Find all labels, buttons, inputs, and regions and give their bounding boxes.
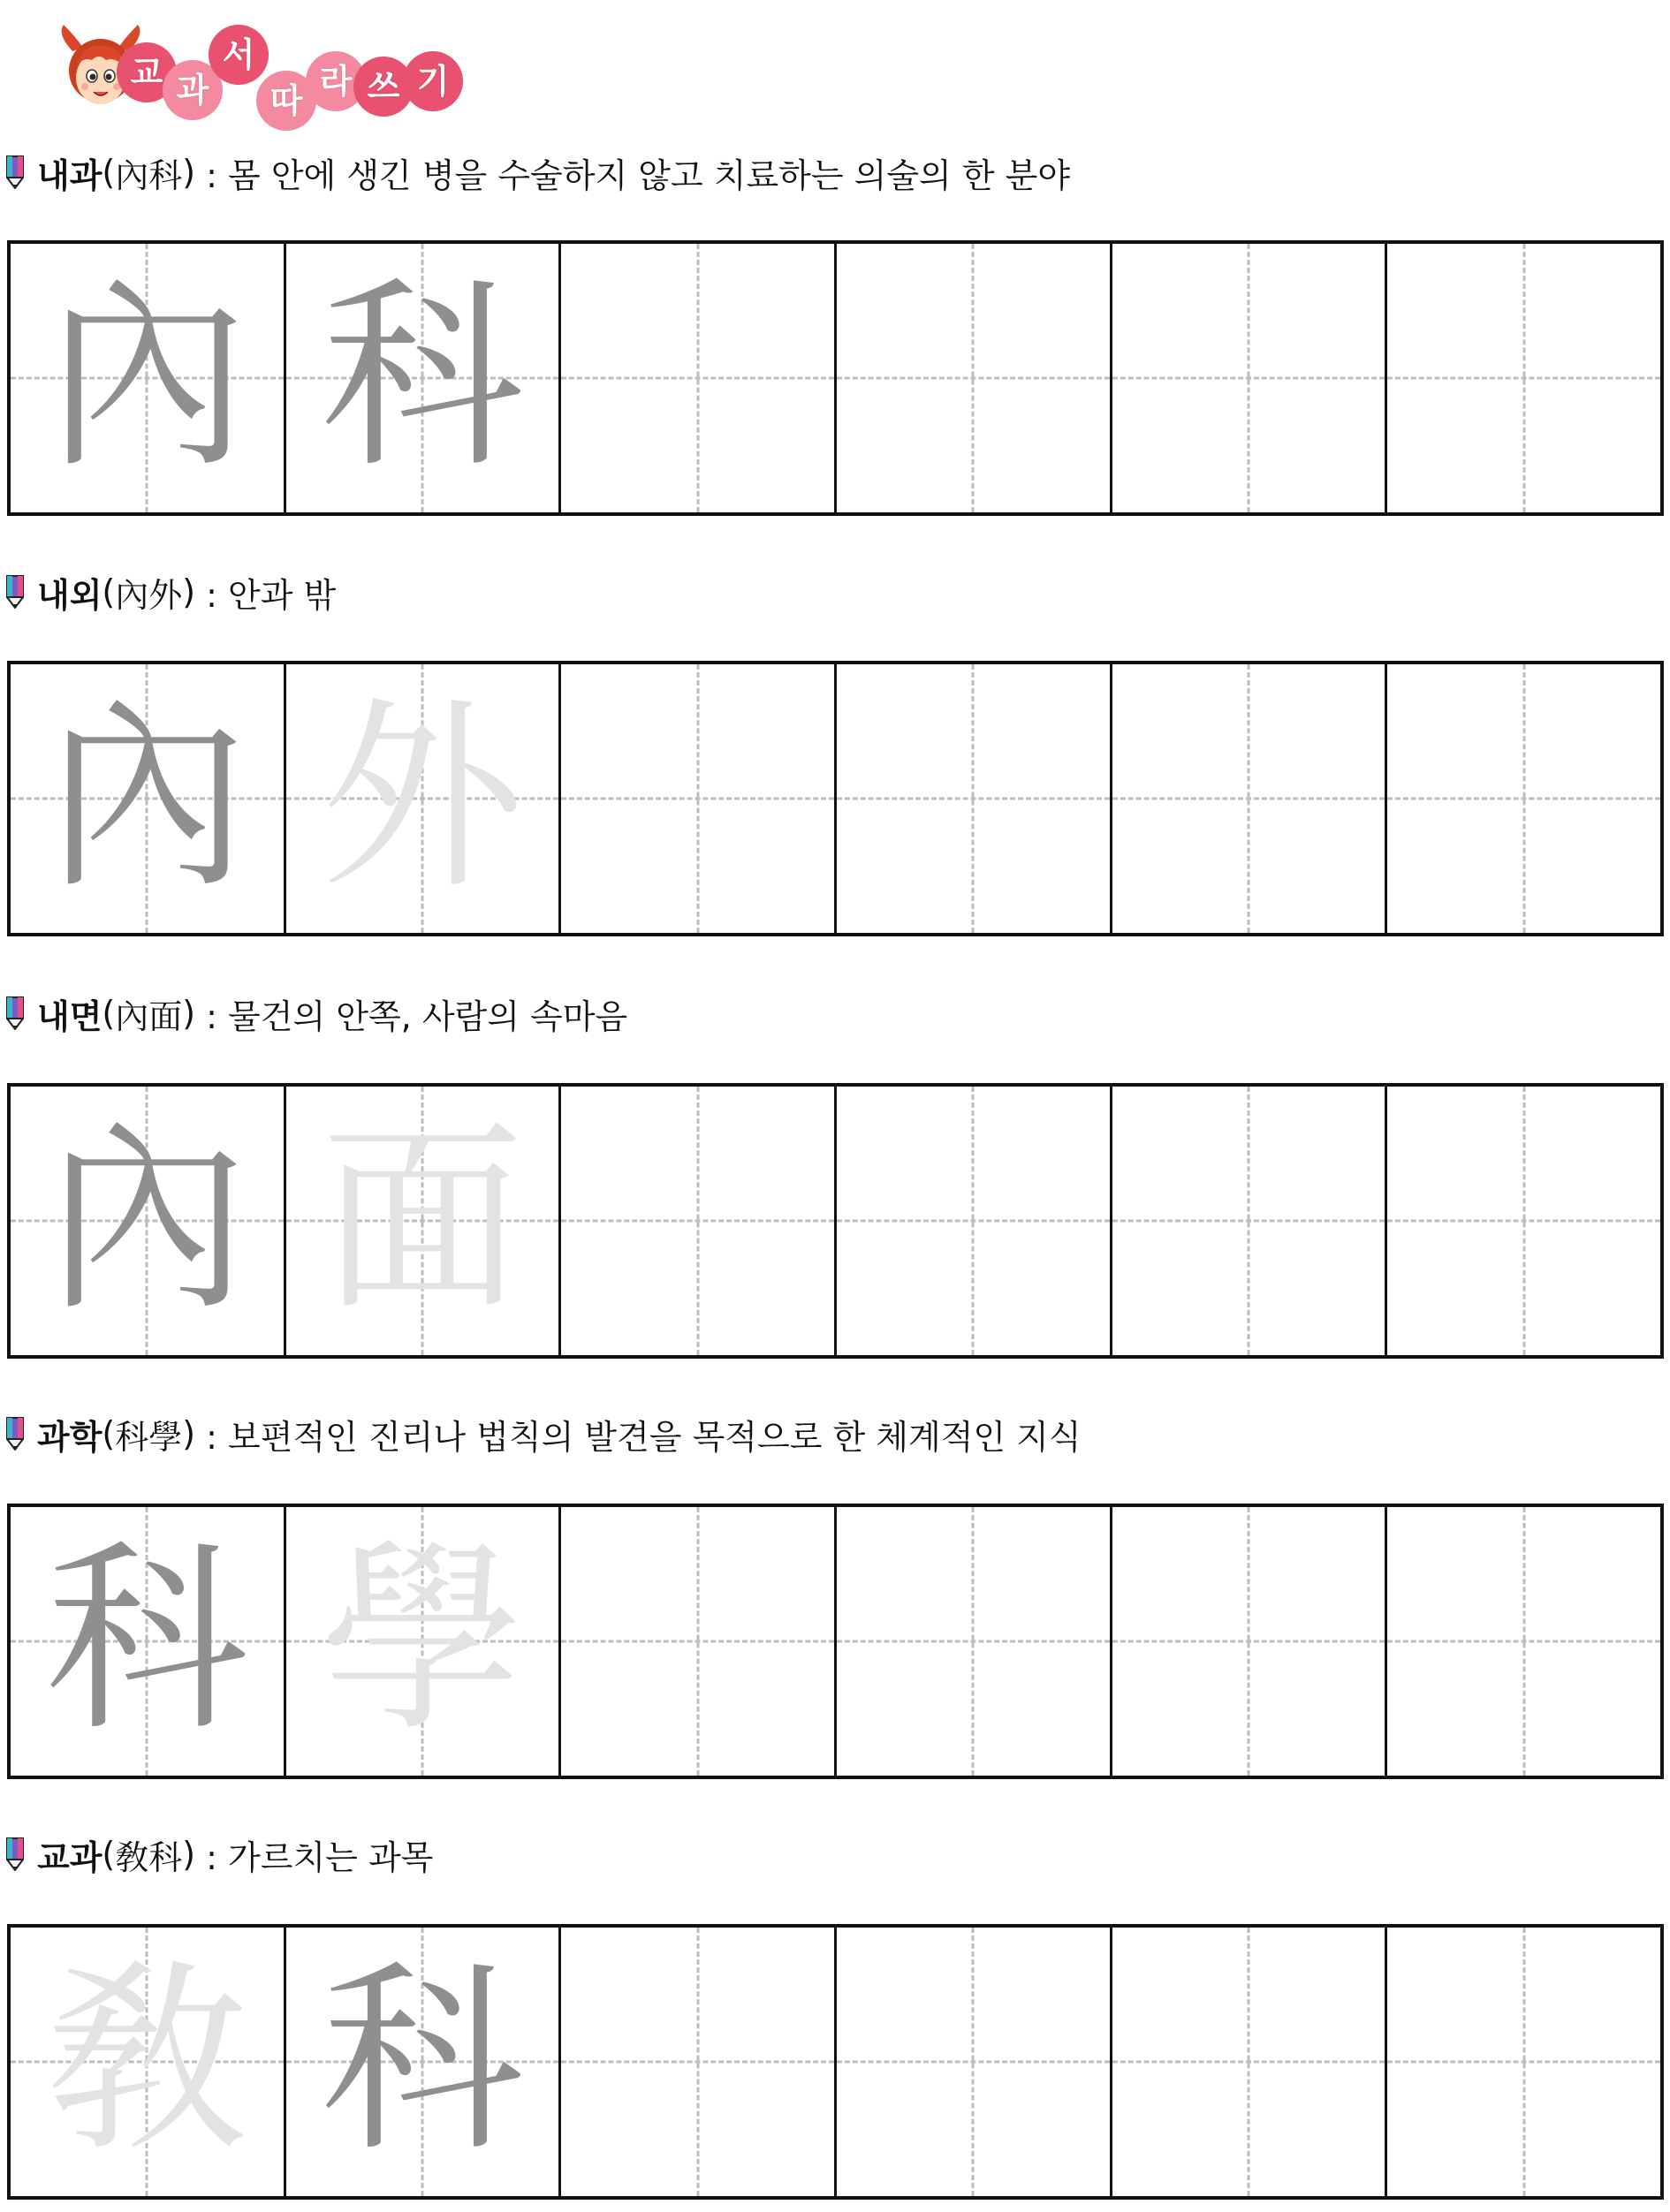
model-cell xyxy=(11,244,286,512)
section-title xyxy=(5,570,336,614)
close-paren: ) xyxy=(182,1414,196,1453)
vocab-definition: : 몸 안에 생긴 병을 수술하지 않고 치료하는 의술의 한 분야 xyxy=(195,155,1071,195)
horizontal-guide-line xyxy=(561,1640,834,1643)
model-cell xyxy=(11,1087,286,1355)
practice-cell[interactable] xyxy=(561,664,837,933)
horizontal-guide-line xyxy=(561,2061,834,2064)
section-title xyxy=(5,1412,1082,1456)
model-cell xyxy=(286,1928,562,2196)
horizontal-guide-line xyxy=(837,2061,1110,2064)
model-cell xyxy=(11,1507,286,1776)
practice-cell[interactable] xyxy=(837,1087,1112,1355)
vocab-hanja: 科學 xyxy=(115,1417,183,1457)
horizontal-guide-line xyxy=(1387,2061,1660,2064)
vocab-hanja: 內外 xyxy=(115,575,183,615)
logo-letter-5: 라 xyxy=(306,51,366,111)
vocab-definition: : 가르치는 과목 xyxy=(195,1837,434,1877)
horizontal-guide-line xyxy=(561,377,834,380)
logo-textbook-copywriting xyxy=(25,5,484,120)
model-cell xyxy=(286,1507,562,1776)
practice-cell[interactable] xyxy=(837,244,1112,512)
pencil-icon xyxy=(5,575,25,609)
close-paren: ) xyxy=(182,1835,196,1874)
open-paren: ( xyxy=(102,994,116,1033)
vocab-hanja: 內科 xyxy=(115,155,183,195)
pencil-icon xyxy=(5,1837,25,1871)
pencil-icon xyxy=(5,996,25,1030)
trace-character: 科 xyxy=(45,1523,249,1759)
practice-grid xyxy=(7,1924,1664,2200)
trace-character: 內 xyxy=(45,1102,249,1338)
horizontal-guide-line xyxy=(561,1220,834,1223)
horizontal-guide-line xyxy=(1387,798,1660,800)
trace-character: 內 xyxy=(45,680,249,916)
horizontal-guide-line xyxy=(1387,1220,1660,1223)
horizontal-guide-line xyxy=(1387,1640,1660,1643)
section-title xyxy=(5,991,627,1035)
logo-letter-4: 따 xyxy=(256,71,316,131)
logo-letter-3: 서 xyxy=(209,25,269,85)
section-title xyxy=(5,150,1070,194)
vocab-definition: : 안과 밖 xyxy=(195,575,337,615)
open-paren: ( xyxy=(102,1414,116,1453)
practice-cell[interactable] xyxy=(561,244,837,512)
horizontal-guide-line xyxy=(1112,1220,1385,1223)
practice-cell[interactable] xyxy=(1387,244,1660,512)
pencil-icon xyxy=(5,1417,25,1451)
practice-cell[interactable] xyxy=(1112,244,1388,512)
vocab-word: 내외 xyxy=(37,575,102,615)
vocab-definition: : 보편적인 진리나 법칙의 발견을 목적으로 한 체계적인 지식 xyxy=(195,1417,1082,1457)
trace-character: 面 xyxy=(321,1102,525,1338)
trace-character: 科 xyxy=(321,260,525,496)
logo-letter-6: 쓰 xyxy=(353,57,414,117)
trace-character: 外 xyxy=(321,680,525,916)
horizontal-guide-line xyxy=(837,377,1110,380)
practice-cell[interactable] xyxy=(1387,1087,1660,1355)
vocab-hanja: 內面 xyxy=(115,996,183,1036)
model-cell xyxy=(286,1087,562,1355)
practice-cell[interactable] xyxy=(561,1087,837,1355)
practice-cell[interactable] xyxy=(1112,664,1388,933)
logo-letter-7: 기 xyxy=(403,51,463,111)
practice-cell[interactable] xyxy=(837,1928,1112,2196)
trace-character: 科 xyxy=(321,1943,525,2179)
horizontal-guide-line xyxy=(837,1220,1110,1223)
horizontal-guide-line xyxy=(561,798,834,800)
section-title xyxy=(5,1832,433,1876)
practice-cell[interactable] xyxy=(837,664,1112,933)
practice-cell[interactable] xyxy=(1387,664,1660,933)
practice-cell[interactable] xyxy=(1112,1507,1388,1776)
model-cell xyxy=(11,664,286,933)
trace-character: 學 xyxy=(321,1523,525,1759)
pencil-icon xyxy=(5,155,25,189)
horizontal-guide-line xyxy=(1112,2061,1385,2064)
horizontal-guide-line xyxy=(1112,798,1385,800)
horizontal-guide-line xyxy=(1112,1640,1385,1643)
practice-cell[interactable] xyxy=(1387,1928,1660,2196)
vocab-hanja: 敎科 xyxy=(115,1837,183,1877)
practice-cell[interactable] xyxy=(837,1507,1112,1776)
trace-character: 內 xyxy=(45,260,249,496)
vocab-word: 교과 xyxy=(37,1837,102,1877)
logo-letter-1: 교 xyxy=(117,42,177,102)
open-paren: ( xyxy=(102,153,116,192)
horizontal-guide-line xyxy=(837,1640,1110,1643)
trace-character: 敎 xyxy=(45,1943,249,2179)
practice-cell[interactable] xyxy=(561,1507,837,1776)
open-paren: ( xyxy=(102,572,116,611)
horizontal-guide-line xyxy=(1387,377,1660,380)
logo-letter-2: 과 xyxy=(163,60,223,120)
open-paren: ( xyxy=(102,1835,116,1874)
vocab-definition: : 물건의 안쪽, 사람의 속마음 xyxy=(195,996,628,1036)
model-cell xyxy=(286,664,562,933)
close-paren: ) xyxy=(182,572,196,611)
practice-grid xyxy=(7,661,1664,936)
practice-grid xyxy=(7,240,1664,516)
model-cell xyxy=(11,1928,286,2196)
practice-grid xyxy=(7,1083,1664,1359)
horizontal-guide-line xyxy=(837,798,1110,800)
vocab-word: 과학 xyxy=(37,1417,102,1457)
vocab-word: 내과 xyxy=(37,155,102,195)
practice-cell[interactable] xyxy=(1112,1087,1388,1355)
vocab-word: 내면 xyxy=(37,996,102,1036)
horizontal-guide-line xyxy=(1112,377,1385,380)
practice-cell[interactable] xyxy=(1387,1507,1660,1776)
close-paren: ) xyxy=(182,994,196,1033)
model-cell xyxy=(286,244,562,512)
practice-cell[interactable] xyxy=(561,1928,837,2196)
practice-grid xyxy=(7,1504,1664,1779)
close-paren: ) xyxy=(182,153,196,192)
practice-cell[interactable] xyxy=(1112,1928,1388,2196)
